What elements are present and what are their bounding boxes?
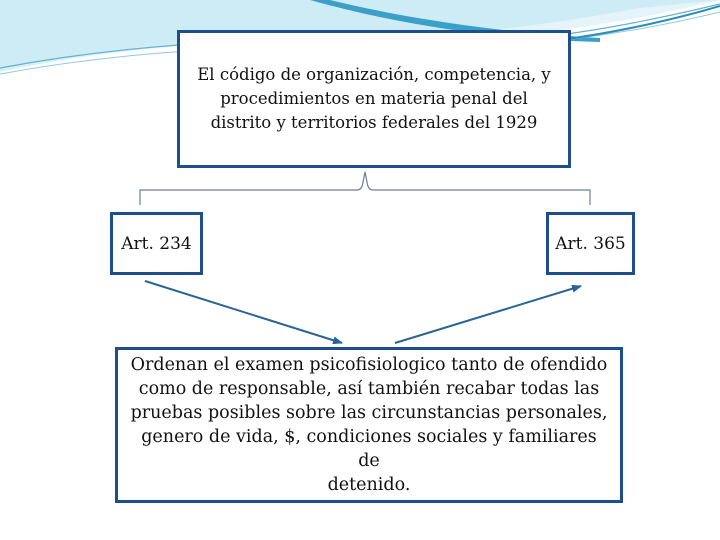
code-title-line: procedimientos en materia penal del xyxy=(220,89,528,108)
bracket-connector xyxy=(140,172,590,205)
code-title-line: El código de organización, competencia, y xyxy=(197,65,551,84)
article-365-box xyxy=(546,212,635,275)
arrow-right-to-bottom xyxy=(395,286,581,343)
conclusion-line: genero de vida, $, condiciones sociales y familiares de xyxy=(141,427,597,471)
code-title-text xyxy=(197,63,550,135)
conclusion-line: Ordenan el examen psicofisiologico tanto de ofendido xyxy=(130,355,608,375)
conclusion-box xyxy=(115,347,623,503)
article-365-label: Art. 365 xyxy=(555,233,626,254)
arrow-left-to-bottom xyxy=(145,281,342,343)
conclusion-line: pruebas posibles sobre las circunstancias personales, xyxy=(130,403,608,423)
article-234-box xyxy=(110,212,203,275)
conclusion-line: como de responsable, así también recabar todas las xyxy=(138,379,600,399)
conclusion-text xyxy=(130,353,608,497)
code-title-box xyxy=(177,30,571,168)
code-title-line: distrito y territorios federales del 1929 xyxy=(210,113,538,132)
article-234-label: Art. 234 xyxy=(121,233,192,254)
conclusion-line: detenido. xyxy=(327,475,411,495)
